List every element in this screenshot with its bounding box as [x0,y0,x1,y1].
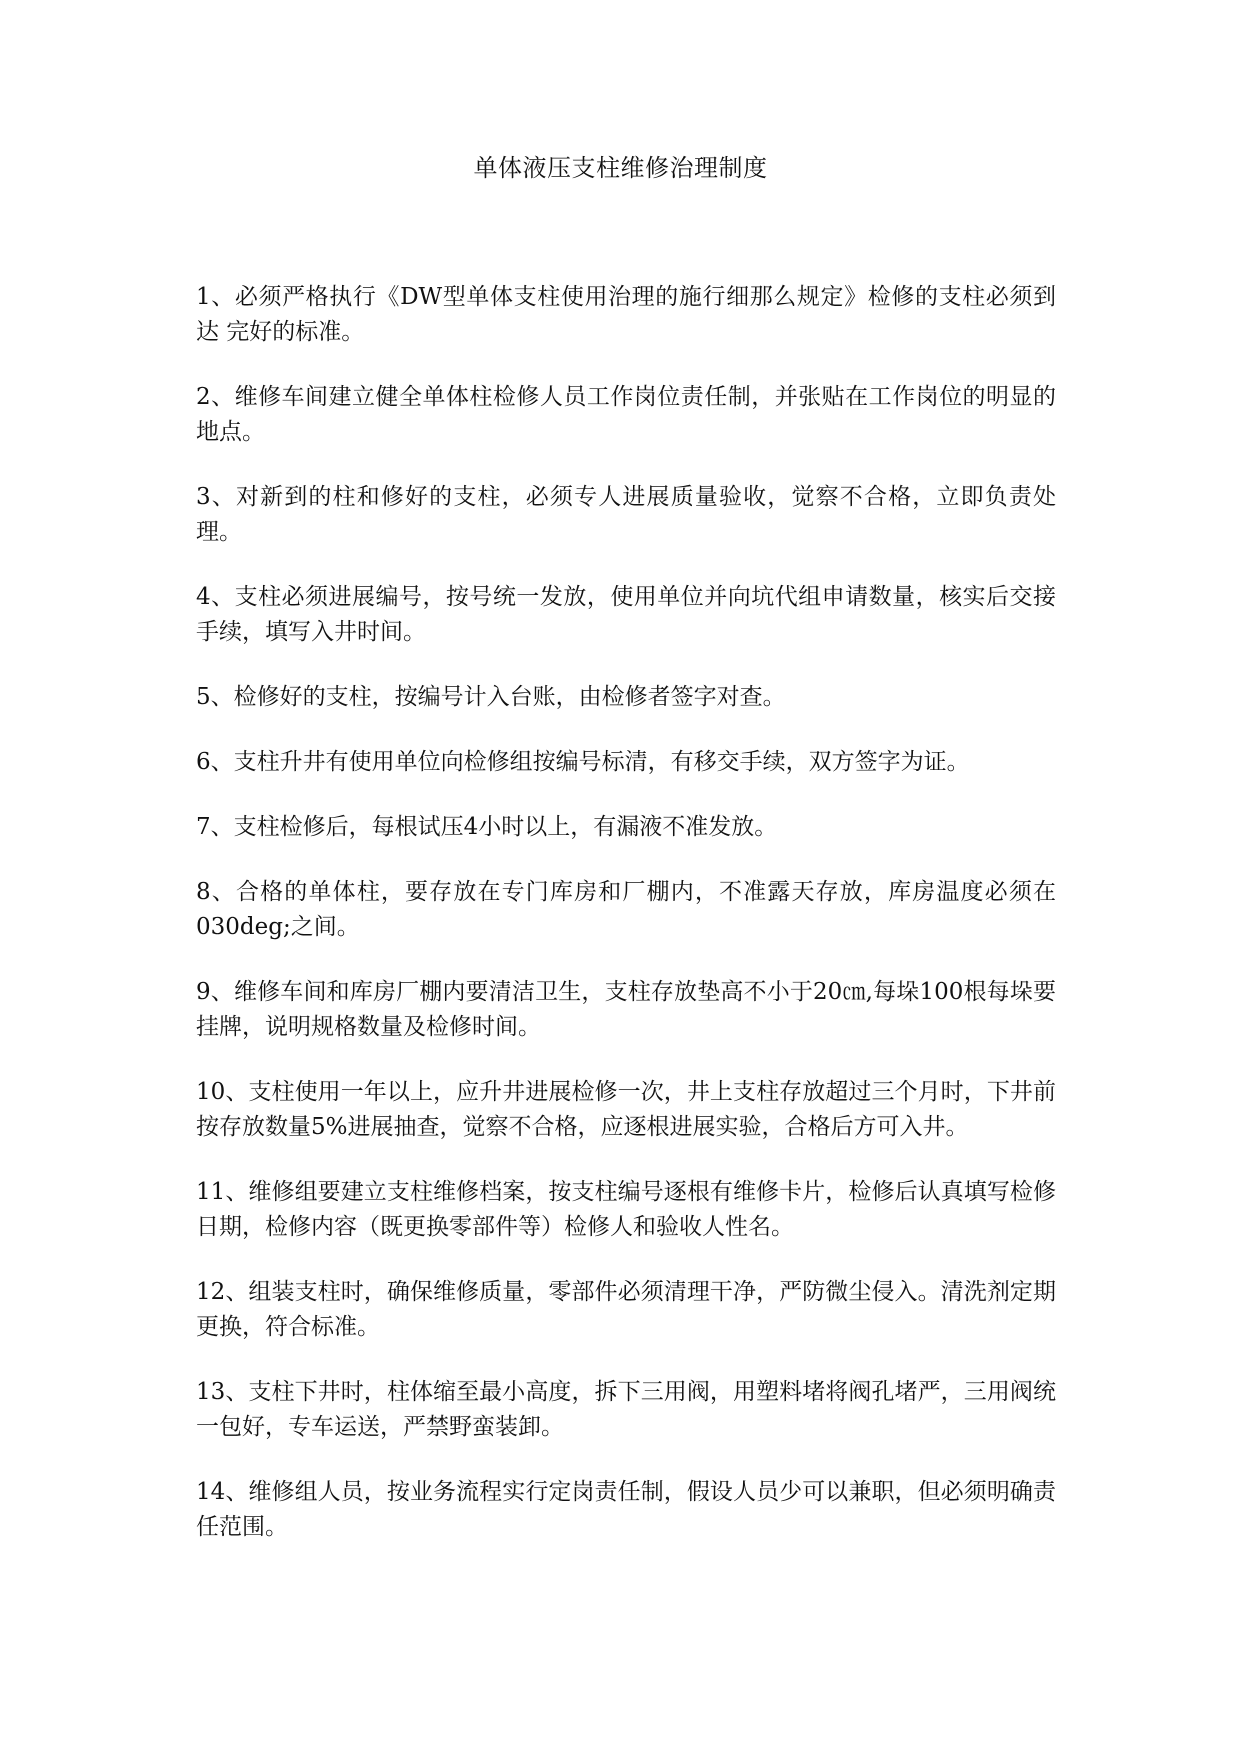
regulation-item-6: 6、支柱升井有使用单位向检修组按编号标清，有移交手续，双方签字为证。 [196,749,970,775]
regulation-item-1: 1、必须严格执行《DW型单体支柱使用治理的施行细那么规定》检修的支柱必须到达 完好的标准。 [196,284,1056,345]
regulation-item-9: 9、维修车间和库房厂棚内要清洁卫生，支柱存放垫高不小于20㎝,每垛100根每垛要挂牌，说明规格数量及检修时间。 [196,979,1056,1040]
regulation-item-13: 13、支柱下井时，柱体缩至最小高度，拆下三用阀，用塑料堵将阀孔堵严，三用阀统一包好，专车运送，严禁野蛮装卸。 [196,1379,1056,1440]
regulation-item-8: 8、合格的单体柱，要存放在专门库房和厂棚内，不准露天存放，库房温度必须在030deg;之间。 [196,879,1056,940]
regulation-item-7: 7、支柱检修后，每根试压4小时以上，有漏液不准发放。 [196,814,778,840]
regulation-item-11: 11、维修组要建立支柱维修档案，按支柱编号逐根有维修卡片，检修后认真填写检修日期，检修内容（既更换零部件等）检修人和验收人性名。 [196,1179,1056,1240]
regulation-item-3: 3、对新到的柱和修好的支柱，必须专人进展质量验收，觉察不合格，立即负责处理。 [196,484,1056,545]
regulation-list [196,280,1056,1575]
regulation-item-5: 5、检修好的支柱，按编号计入台账，由检修者签字对查。 [196,684,786,710]
regulation-item-2: 2、维修车间建立健全单体柱检修人员工作岗位责任制，并张贴在工作岗位的明显的地点。 [196,384,1056,445]
regulation-item-10: 10、支柱使用一年以上，应升井进展检修一次，井上支柱存放超过三个月时，下井前按存放数量5%进展抽查，觉察不合格，应逐根进展实验，合格后方可入井。 [196,1079,1056,1140]
regulation-item-12: 12、组装支柱时，确保维修质量，零部件必须清理干净，严防微尘侵入。清洗剂定期更换，符合标准。 [196,1279,1056,1340]
document-title: 单体液压支柱维修治理制度 [473,154,768,182]
regulation-item-14: 14、维修组人员，按业务流程实行定岗责任制，假设人员少可以兼职，但必须明确责任范围。 [196,1479,1056,1540]
regulation-item-4: 4、支柱必须进展编号，按号统一发放，使用单位并向坑代组申请数量，核实后交接手续，填写入井时间。 [196,584,1056,645]
